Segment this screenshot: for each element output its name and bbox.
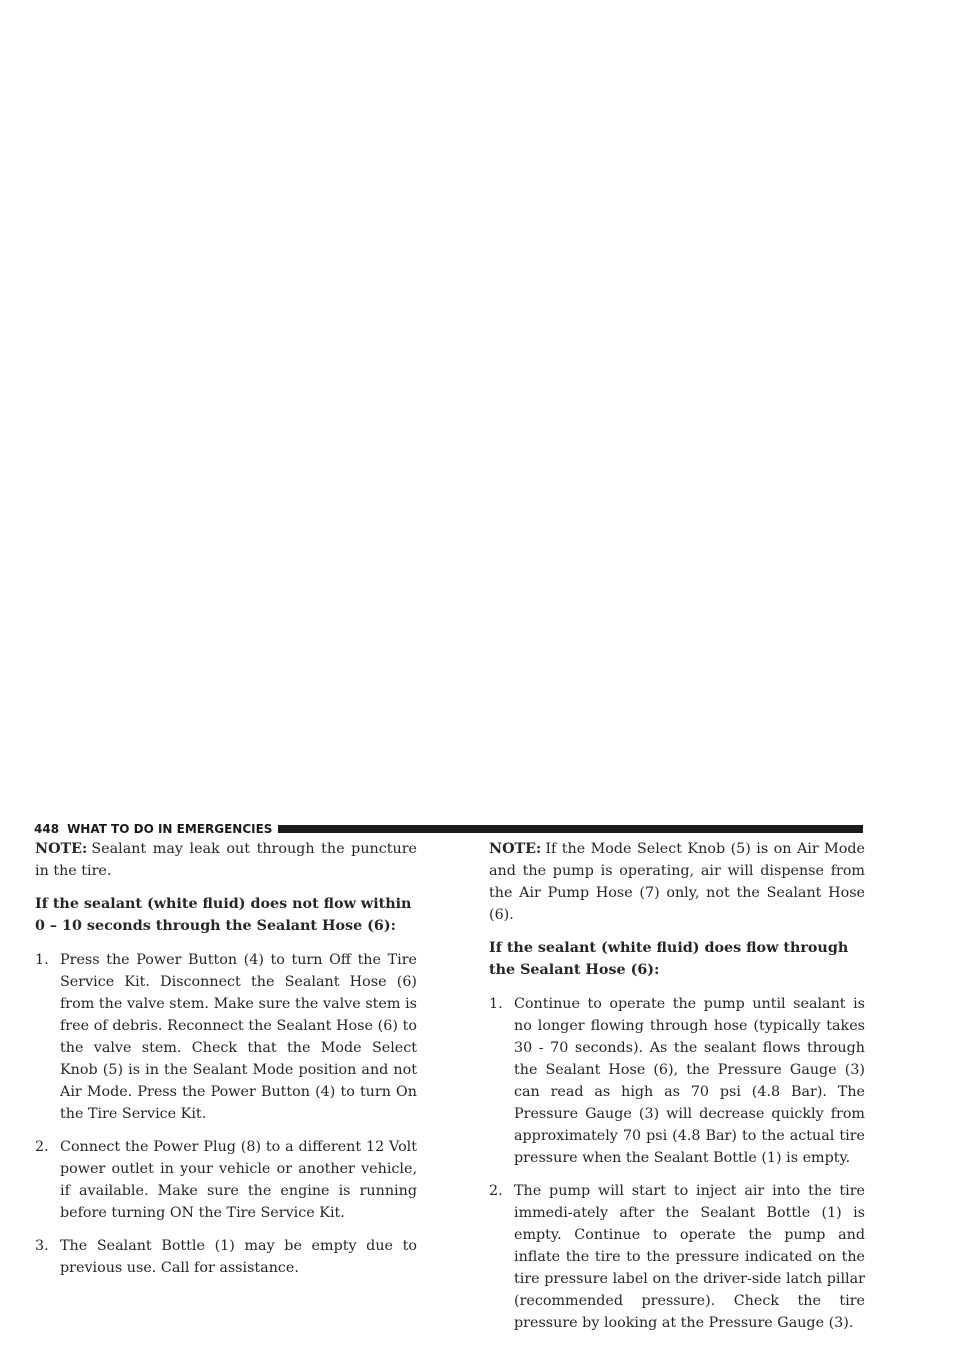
step-text: Continue to operate the pump until sealant is no longer flowing through hose (typically takes 30 - 70 seconds). As the sealant flows through the Sealant Hose (6), the Pressure Gauge (3) can read as high as 70 psi (4.8 Bar). The Pressure Gauge (3) will decrease quickly from approximately 70 psi (4.8 Bar) to the actual tire pressure when the Sealant Bottle (1) is empty. xyxy=(514,996,865,1166)
steps-list xyxy=(489,993,865,1334)
step-number: 2. xyxy=(489,1183,503,1199)
step-text: The Sealant Bottle (1) may be empty due to previous use. Call for assistance. xyxy=(60,1238,417,1276)
step-number: 1. xyxy=(489,996,503,1012)
subheading-line: 0 – 10 seconds through the Sealant Hose (6): xyxy=(35,918,396,934)
page-number: 448 xyxy=(34,822,60,836)
step-number: 3. xyxy=(35,1238,49,1254)
section-title: WHAT TO DO IN EMERGENCIES xyxy=(67,822,273,836)
right-column xyxy=(489,838,865,1345)
note-label: NOTE: xyxy=(489,841,542,857)
subheading-line: If the sealant (white fluid) does not flow within xyxy=(35,896,412,912)
header-rule xyxy=(278,825,863,833)
steps-list xyxy=(35,949,417,1279)
note-paragraph xyxy=(35,838,417,882)
note-text: If the Mode Select Knob (5) is on Air Mode and the pump is operating, air will dispense from the Air Pump Hose (7) only, not the Sealant Hose (6). xyxy=(489,841,865,923)
list-item xyxy=(35,1136,417,1224)
step-text: The pump will start to inject air into the tire immedi-ately after the Sealant Bottle (1) is empty. Continue to operate the pump and inflate the tire to the pressure indicated on the tire pressure label on the driver-side latch pillar (recommended pressure). Check the tire pressure by looking at the Pressure Gauge (3). xyxy=(514,1183,865,1331)
list-item xyxy=(35,949,417,1125)
step-text: Connect the Power Plug (8) to a different 12 Volt power outlet in your vehicle or another vehicle, if available. Make sure the engine is running before turning ON the Tire Service Kit. xyxy=(60,1139,417,1221)
note-label: NOTE: xyxy=(35,841,88,857)
subheading: If the sealant (white fluid) does flow through the Sealant Hose (6): xyxy=(489,940,849,978)
note-text: Sealant may leak out through the puncture in the tire. xyxy=(35,841,417,879)
step-number: 2. xyxy=(35,1139,49,1155)
note-paragraph xyxy=(489,838,865,926)
list-item xyxy=(489,993,865,1169)
step-text: Press the Power Button (4) to turn Off the Tire Service Kit. Disconnect the Sealant Hose (6) from the valve stem. Make sure the valve stem is free of debris. Reconnect the Sealant Hose (6) to the valve stem. Check that the Mode Select Knob (5) is in the Sealant Mode position and not Air Mode. Press the Power Button (4) to turn On the Tire Service Kit. xyxy=(60,952,417,1122)
list-item xyxy=(489,1180,865,1334)
step-number: 1. xyxy=(35,952,49,968)
left-column xyxy=(35,838,417,1290)
page-header xyxy=(34,819,863,839)
subheading xyxy=(35,893,417,937)
